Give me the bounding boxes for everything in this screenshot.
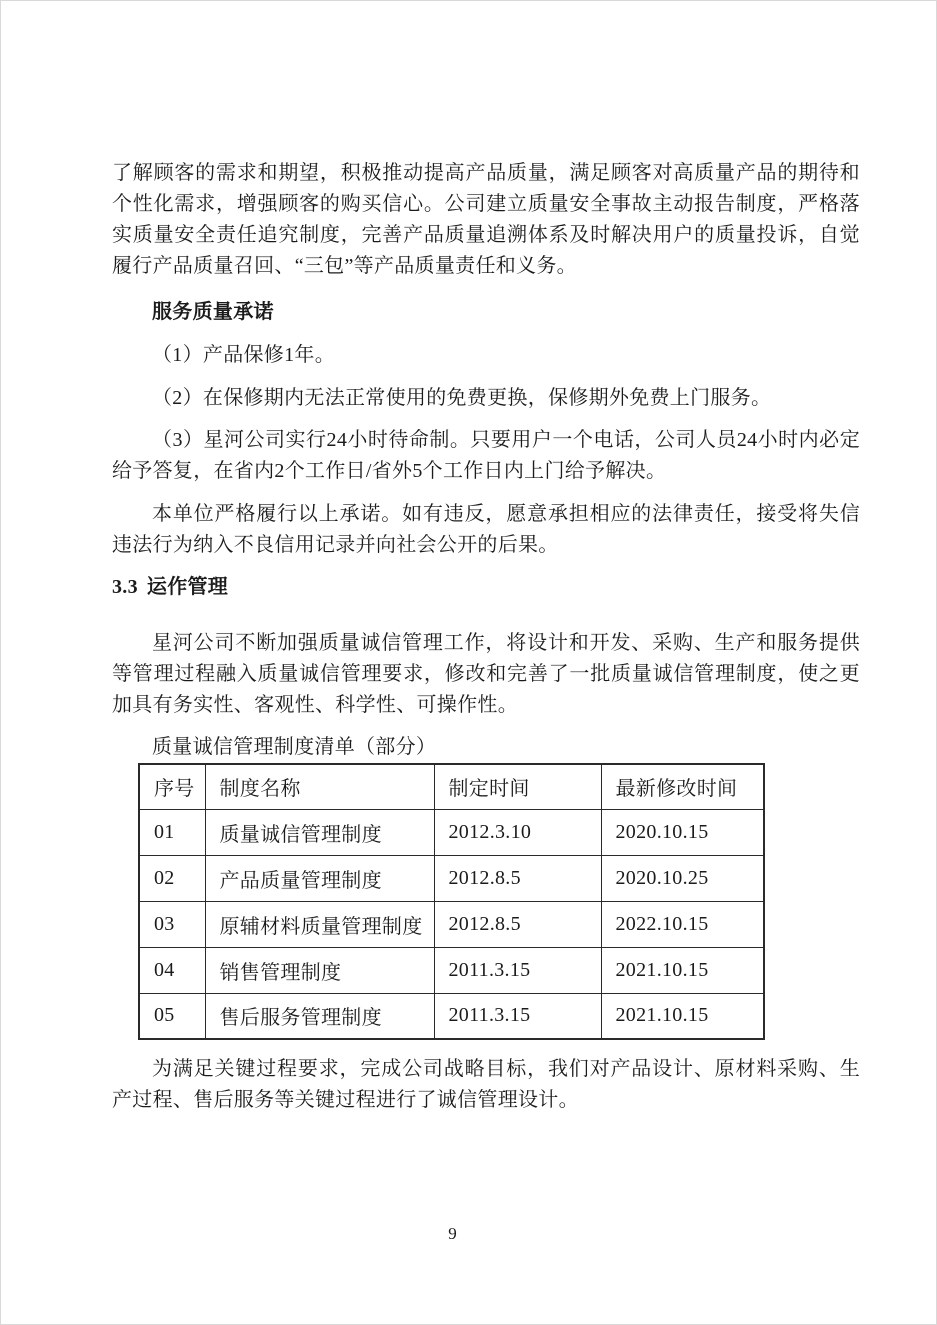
- col-header-serial: 序号: [139, 764, 205, 809]
- paragraph-operation: 星河公司不断加强质量诚信管理工作，将设计和开发、采购、生产和服务提供等管理过程融入质量诚信管理要求，修改和完善了一批质量诚信管理制度，使之更加具有务实性、客观性、科学性、可操作性。: [112, 632, 860, 716]
- table-row: [139, 901, 764, 947]
- commitment-item-3: （3）星河公司实行24小时待命制。只要用户一个电话，公司人员24小时内必定给予答复，在省内2个工作日/省外5个工作日内上门给予解决。: [112, 429, 860, 482]
- service-quality-heading: 服务质量承诺: [152, 301, 274, 323]
- commitment-item-1: （1）产品保修1年。: [152, 344, 335, 366]
- cell-serial: 02: [139, 855, 205, 901]
- cell-created-date: 2011.3.15: [434, 993, 601, 1039]
- col-header-created-date: 制定时间: [434, 764, 601, 809]
- section-heading: [112, 572, 860, 603]
- cell-policy-name: 售后服务管理制度: [205, 993, 434, 1039]
- cell-policy-name: 原辅材料质量管理制度: [205, 901, 434, 947]
- col-header-modified-date: 最新修改时间: [601, 764, 764, 809]
- cell-serial: 05: [139, 993, 205, 1039]
- cell-serial: 01: [139, 809, 205, 855]
- table-row: [139, 855, 764, 901]
- cell-serial: 04: [139, 947, 205, 993]
- paragraph-closing: 为满足关键过程要求，完成公司战略目标，我们对产品设计、原材料采购、生产过程、售后服务等关键过程进行了诚信管理设计。: [112, 1058, 860, 1111]
- cell-policy-name: 产品质量管理制度: [205, 855, 434, 901]
- col-header-policy-name: 制度名称: [205, 764, 434, 809]
- cell-created-date: 2011.3.15: [434, 947, 601, 993]
- paragraph-intro: 了解顾客的需求和期望，积极推动提高产品质量，满足顾客对高质量产品的期待和个性化需求，增强顾客的购买信心。公司建立质量安全事故主动报告制度，严格落实质量安全责任追究制度，完善产品质量追溯体系及时解决用户的质量投诉，自觉履行产品质量召回、“三包”等产品质量责任和义务。: [112, 162, 860, 277]
- cell-modified-date: 2022.10.15: [601, 901, 764, 947]
- cell-modified-date: 2020.10.15: [601, 809, 764, 855]
- paragraph-promise: 本单位严格履行以上承诺。如有违反，愿意承担相应的法律责任，接受将失信违法行为纳入不良信用记录并向社会公开的后果。: [112, 503, 860, 556]
- commitment-item-2: （2）在保修期内无法正常使用的免费更换，保修期外免费上门服务。: [152, 387, 772, 409]
- section-number: 3.3: [112, 576, 138, 598]
- table-header-row: [139, 764, 764, 809]
- policy-table-header: [139, 764, 764, 809]
- policy-table: [138, 763, 765, 1040]
- table-row: [139, 809, 764, 855]
- section-title: 运作管理: [146, 576, 229, 598]
- policy-table-body: [139, 809, 764, 1039]
- cell-modified-date: 2020.10.25: [601, 855, 764, 901]
- cell-serial: 03: [139, 901, 205, 947]
- table-caption: 质量诚信管理制度清单（部分）: [152, 736, 437, 758]
- cell-modified-date: 2021.10.15: [601, 993, 764, 1039]
- table-row: [139, 947, 764, 993]
- cell-created-date: 2012.8.5: [434, 855, 601, 901]
- cell-policy-name: 质量诚信管理制度: [205, 809, 434, 855]
- table-row: [139, 993, 764, 1039]
- cell-modified-date: 2021.10.15: [601, 947, 764, 993]
- page-number: 9: [448, 1224, 457, 1243]
- cell-policy-name: 销售管理制度: [205, 947, 434, 993]
- cell-created-date: 2012.3.10: [434, 809, 601, 855]
- cell-created-date: 2012.8.5: [434, 901, 601, 947]
